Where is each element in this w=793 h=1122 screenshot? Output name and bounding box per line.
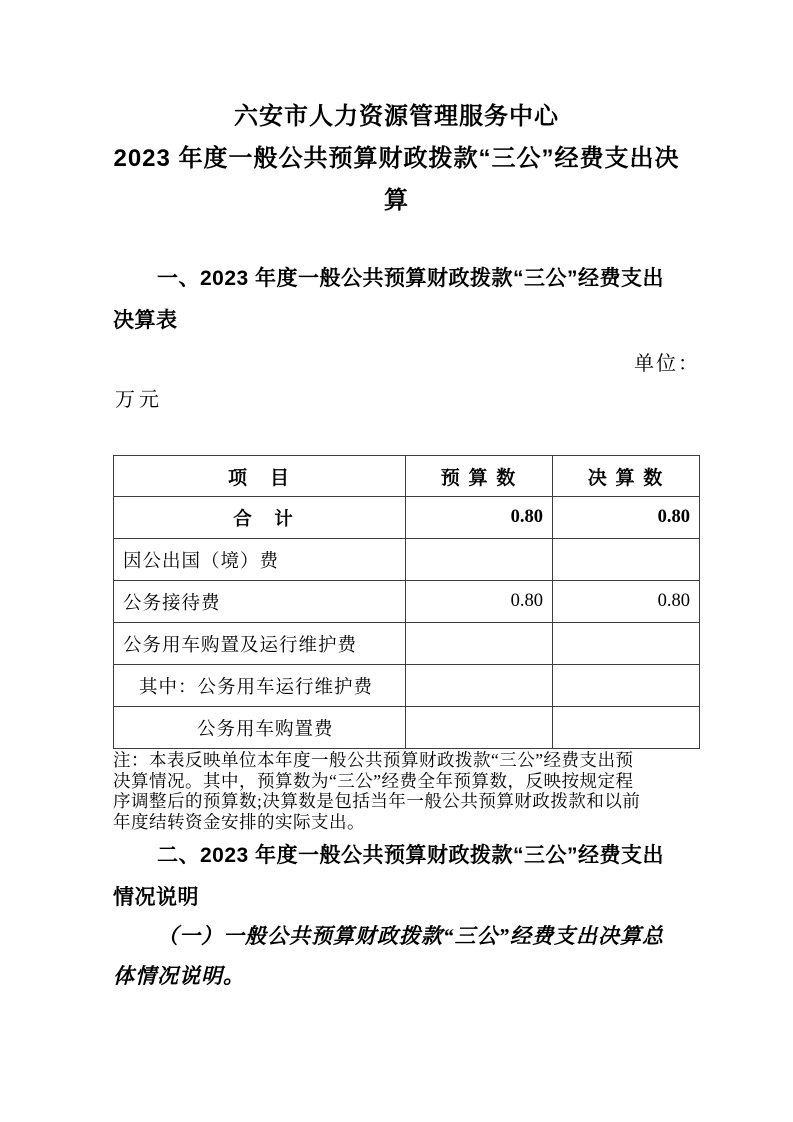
subsection1-heading xyxy=(113,916,703,996)
table-header-item: 项 目 xyxy=(114,456,406,497)
table-row-vehicle-purchase xyxy=(114,707,700,749)
document-title xyxy=(0,96,793,222)
table-row-vehicle-total xyxy=(114,623,700,665)
row-abroad-final xyxy=(553,539,700,581)
document-title-line2: 2023 年度一般公共预算财政拨款“三公”经费支出决 xyxy=(113,145,680,172)
row-abroad-item: 因公出国（境）费 xyxy=(114,539,406,581)
subsection1-heading-line2: 体情况说明。 xyxy=(113,964,245,988)
table-header-row xyxy=(114,456,700,497)
row-vehicle-total-item: 公务用车购置及运行维护费 xyxy=(114,623,406,665)
section2-heading-line2: 情况说明 xyxy=(113,886,199,909)
row-reception-final: 0.80 xyxy=(553,581,700,623)
row-vehicle-operation-budget xyxy=(406,665,553,707)
row-vehicle-total-final xyxy=(553,623,700,665)
table-row-vehicle-operation xyxy=(114,665,700,707)
section2-heading-line1: 二、2023 年度一般公共预算财政拨款“三公”经费支出 xyxy=(157,844,665,867)
section1-heading-line2: 决算表 xyxy=(113,309,178,332)
row-reception-item: 公务接待费 xyxy=(114,581,406,623)
table-header-budget: 预 算 数 xyxy=(406,456,553,497)
table-row-reception xyxy=(114,581,700,623)
row-total-final: 0.80 xyxy=(553,497,700,539)
row-vehicle-operation-item: 其中：公务用车运行维护费 xyxy=(114,665,406,707)
row-vehicle-purchase-item: 公务用车购置费 xyxy=(114,707,406,749)
section1-heading-line1: 一、2023 年度一般公共预算财政拨款“三公”经费支出 xyxy=(157,267,665,290)
row-reception-budget: 0.80 xyxy=(406,581,553,623)
table-row-total xyxy=(114,497,700,539)
table-note-line1: 注：本表反映单位本年度一般公共预算财政拨款“三公”经费支出预 xyxy=(113,750,634,770)
document-title-line3: 算 xyxy=(384,187,409,214)
section1-heading xyxy=(113,258,703,342)
subsection1-heading-line1: （一）一般公共预算财政拨款“三公”经费支出决算总 xyxy=(157,924,664,948)
row-total-budget: 0.80 xyxy=(406,497,553,539)
unit-value: 万元 xyxy=(115,389,163,411)
document-title-line1: 六安市人力资源管理服务中心 xyxy=(234,103,559,130)
section2-heading xyxy=(113,835,703,919)
table-note xyxy=(113,750,703,832)
table-note-line3: 序调整后的预算数;决算数是包括当年一般公共预算财政拨款和以前 xyxy=(113,791,641,811)
row-vehicle-purchase-final xyxy=(553,707,700,749)
three-public-expense-table xyxy=(113,455,700,749)
unit-label: 单位： xyxy=(634,353,700,375)
table-row-abroad xyxy=(114,539,700,581)
table-note-line2: 决算情况。其中，预算数为“三公”经费全年预算数，反映按规定程 xyxy=(113,770,634,791)
table-header-final: 决 算 数 xyxy=(553,456,700,497)
row-vehicle-operation-final xyxy=(553,665,700,707)
table-note-line4: 年度结转资金安排的实际支出。 xyxy=(113,811,365,832)
row-abroad-budget xyxy=(406,539,553,581)
row-total-item: 合 计 xyxy=(114,497,406,539)
row-vehicle-total-budget xyxy=(406,623,553,665)
row-vehicle-purchase-budget xyxy=(406,707,553,749)
